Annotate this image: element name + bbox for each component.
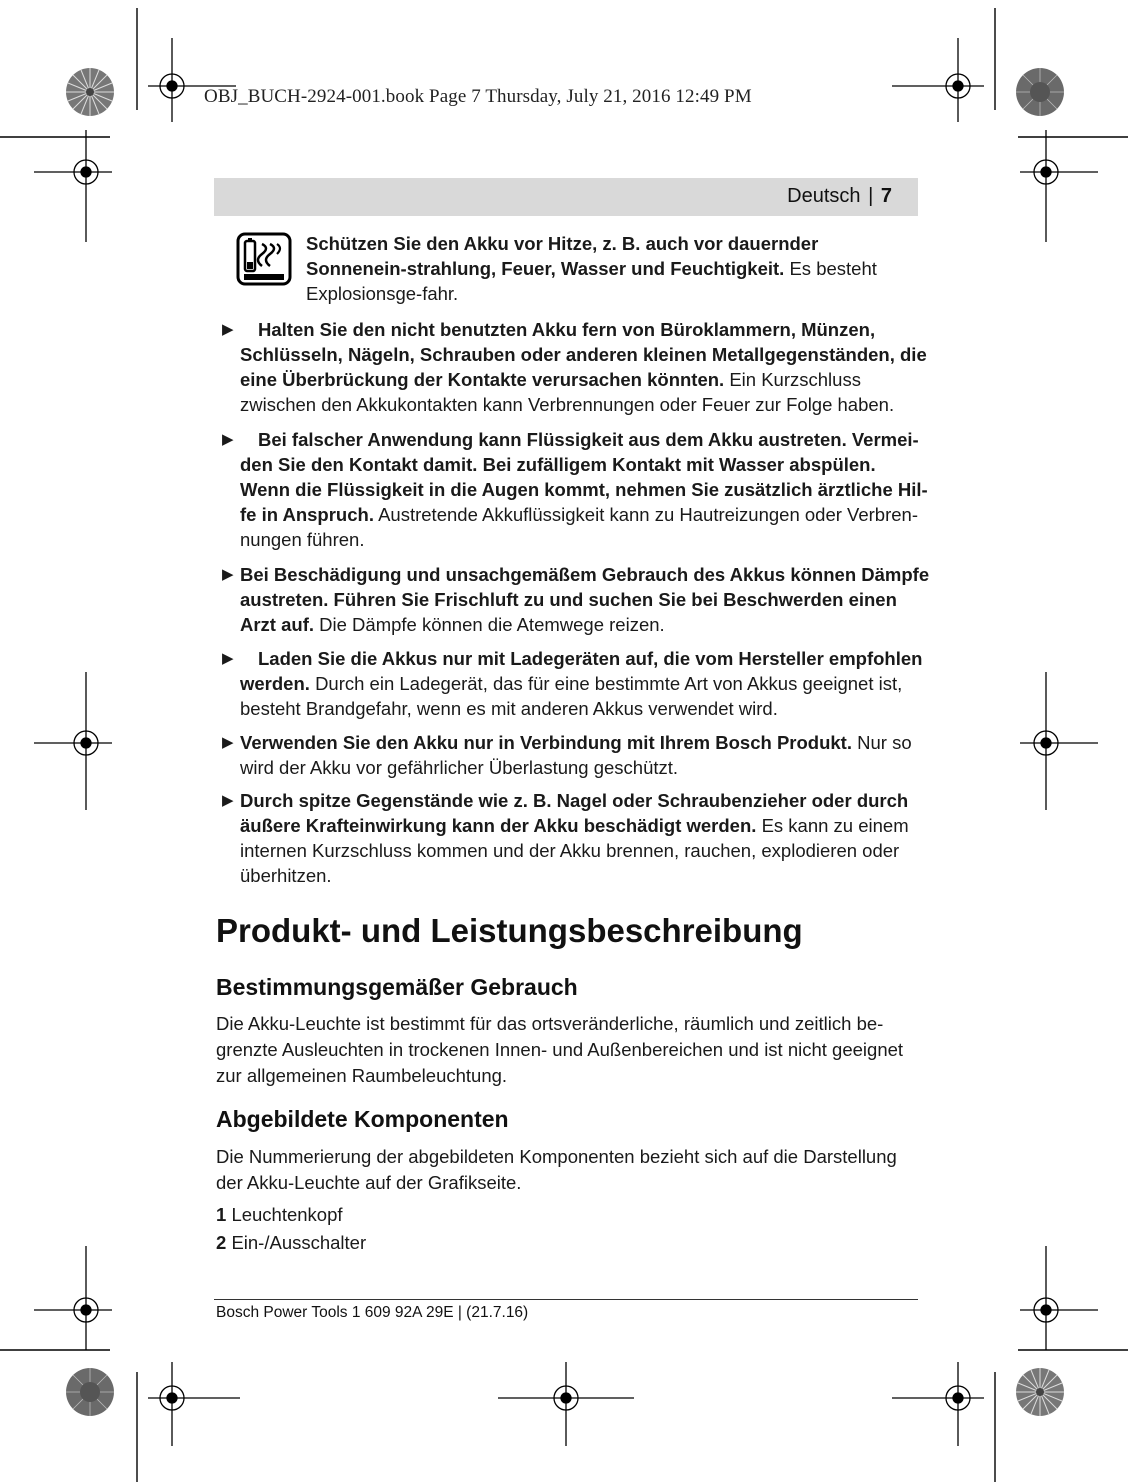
crosshair-right-lower: [1020, 1246, 1098, 1350]
list-item-bold: Laden Sie die Akkus nur mit Ladegeräten auf, die vom Hersteller empfohlen werden.: [240, 648, 923, 694]
component-number: 2: [216, 1232, 227, 1253]
header-separator: |: [868, 185, 874, 207]
list-item-text: Nur so wird der Akku vor gefährlicher Überlastung geschützt.: [240, 732, 912, 778]
bullet-marker: ▶: [222, 792, 234, 809]
component-label: Leuchtenkopf: [231, 1204, 343, 1225]
list-item: [240, 427, 930, 552]
crosshair-top-left: [148, 38, 236, 122]
list-item: [240, 788, 930, 888]
bullet-marker: ▶: [222, 431, 234, 448]
heat-sun-protect-icon: [236, 232, 292, 286]
crosshair-top-right: [892, 38, 984, 122]
footer-divider: [214, 1299, 918, 1300]
intro-text: Es besteht Explosionsge-fahr.: [306, 258, 877, 304]
list-item: [240, 730, 930, 780]
list-item-text: Ein Kurzschluss zwischen den Akkukontakten kann Verbrennungen oder Feuer zur Folge haben.: [240, 369, 895, 415]
intro-bold: Schützen Sie den Akku vor Hitze, z. B. auch vor dauernder Sonnenein-strahlung, Feuer, Wasser und Feuchtigkeit.: [306, 233, 819, 279]
crosshair-bottom-center: [498, 1362, 634, 1446]
component-item: [216, 1232, 366, 1254]
subsection-title-components: Abgebildete Komponenten: [216, 1106, 509, 1132]
crosshair-left-middle: [34, 672, 112, 810]
list-item-bold: Verwenden Sie den Akku nur in Verbindung mit Ihrem Bosch Produkt.: [240, 732, 852, 753]
list-item-bold: Halten Sie den nicht benutzten Akku fern von Büroklammern, Münzen, Schlüsseln, Nägeln, Schrauben oder anderen kleinen Metallgegenständen, die eine Überbrückung der Kontakte verursachen könnten.: [240, 319, 927, 390]
subsection-title-usage: Bestimmungsgemäßer Gebrauch: [216, 974, 578, 1000]
component-item: [216, 1204, 343, 1226]
component-number: 1: [216, 1204, 227, 1225]
list-item-text: Durch ein Ladegerät, das für eine bestimmte Art von Akkus geeignet ist, besteht Brandgefahr, wenn es mit anderen Akkus verwendet wird.: [240, 673, 903, 719]
list-item-text: Austretende Akkuflüssigkeit kann zu Hautreizungen oder Verbren-nungen führen.: [240, 504, 918, 550]
list-item: [240, 562, 930, 637]
header-text: [787, 185, 892, 208]
list-item: [240, 317, 930, 417]
list-item-text: Die Dämpfe können die Atemwege reizen.: [319, 614, 665, 635]
bullet-marker: ▶: [222, 650, 234, 667]
list-item: [240, 646, 930, 721]
list-item-bold: Bei Beschädigung und unsachgemäßem Gebrauch des Akkus können Dämpfe austreten. Führen Sie Frischluft zu und suchen Sie bei Beschwerden einen Arzt auf.: [240, 564, 930, 635]
usage-paragraph: Die Akku-Leuchte ist bestimmt für das ortsveränderliche, räumlich und zeitlich be-grenzte Ausleuchten in trockenen Innen- und Außenbereichen und ist nicht geeignet zur allgemeinen Raumbeleuchtung.: [216, 1013, 904, 1086]
crosshair-right-middle: [1020, 672, 1098, 810]
starburst-target-bottom-left: [66, 1368, 114, 1416]
section-title: Produkt- und Leistungsbeschreibung: [216, 912, 803, 949]
intro-warning: [306, 231, 922, 306]
bullet-marker: ▶: [222, 566, 234, 583]
page-header: [214, 178, 918, 216]
component-label: Ein-/Ausschalter: [231, 1232, 367, 1253]
list-item-bold: Durch spitze Gegenstände wie z. B. Nagel oder Schraubenzieher oder durch äußere Krafteinwirkung kann der Akku beschädigt werden.: [240, 790, 909, 836]
page-number: 7: [880, 185, 892, 207]
starburst-target-bottom-right: [1016, 1368, 1064, 1416]
crosshair-bottom-left: [148, 1362, 240, 1446]
list-item-bold: Bei falscher Anwendung kann Flüssigkeit aus dem Akku austreten. Vermei-den Sie den Kontakt damit. Bei zufälligem Kontakt mit Wasser abspülen. Wenn die Flüssigkeit in die Augen kommt, nehmen Sie zusätzlich ärztliche Hil-fe in Anspruch.: [240, 429, 928, 525]
print-slug: OBJ_BUCH-2924-001.book Page 7 Thursday, July 21, 2016 12:49 PM: [204, 86, 752, 107]
crosshair-bottom-right: [892, 1362, 984, 1446]
starburst-target-top-right: [1016, 68, 1064, 116]
page-footer: Bosch Power Tools 1 609 92A 29E | (21.7.16): [216, 1304, 529, 1321]
starburst-target-top-left: [66, 68, 114, 116]
crosshair-left-lower: [34, 1246, 112, 1350]
crosshair-left-upper: [34, 130, 112, 242]
bullet-marker: ▶: [222, 321, 234, 338]
list-item-text: Es kann zu einem internen Kurzschluss kommen und der Akku brennen, rauchen, explodieren oder überhitzen.: [240, 815, 909, 886]
bullet-marker: ▶: [222, 734, 234, 751]
crosshair-right-upper: [1020, 130, 1098, 242]
header-language: Deutsch: [787, 185, 861, 207]
components-paragraph: Die Nummerierung der abgebildeten Komponenten bezieht sich auf die Darstellung der Akku-Leuchte auf der Grafikseite.: [216, 1146, 897, 1193]
